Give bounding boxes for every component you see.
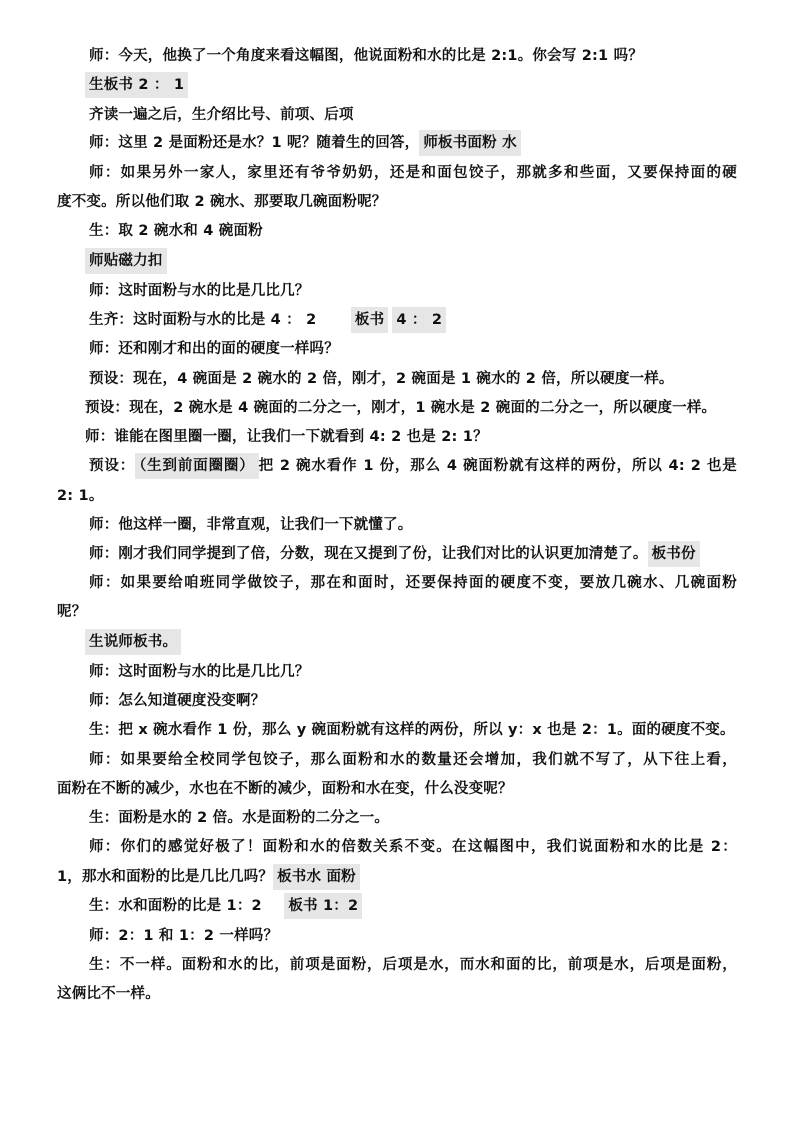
- line-20: 呢？: [57, 604, 87, 620]
- line-14: 师：谁能在图里圈一圈，让我们一下就看到 4: 2 也是 2: 1？: [85, 429, 488, 445]
- board-note-portion: 板书份: [648, 541, 700, 567]
- board-label: 板书: [351, 307, 388, 333]
- line-8: [85, 252, 775, 270]
- board-note-student: 生说师板书。: [85, 629, 181, 655]
- line-18: [89, 545, 779, 563]
- line-11: 师：还和刚才和出的面的硬度一样吗？: [89, 341, 339, 357]
- line-6: 度不变。所以他们取 2 碗水、那要取几碗面粉呢？: [57, 194, 387, 210]
- line-15: [89, 457, 737, 475]
- line-29-text: 1，那水和面粉的比是几比几吗？: [57, 869, 274, 885]
- line-15-text: 把 2 碗水看作 1 份，那么 4 碗面粉就有这样的两份，所以 4: 2 也是: [258, 458, 737, 474]
- line-10-text: 生齐：这时面粉与水的比是 4 ： 2: [89, 312, 317, 328]
- line-9: 师：这时面粉与水的比是几比几？: [89, 283, 310, 299]
- line-24: 生：把 x 碗水看作 1 份，那么 y 碗面粉就有这样的两份，所以 y：x 也是 2：1。面的硬度不变。: [89, 722, 735, 738]
- line-32: 生：不一样。面粉和水的比，前项是面粉，后项是水，而水和面的比，前项是水，后项是面粉，: [89, 957, 737, 973]
- line-31: 师：2：1 和 1：2 一样吗？: [89, 928, 279, 944]
- line-7: 生：取 2 碗水和 4 碗面粉: [89, 223, 263, 239]
- line-18-text: 师：刚才我们同学提到了倍，分数，现在又提到了份，让我们对比的认识更加清楚了。: [89, 546, 648, 562]
- line-29: [57, 868, 747, 886]
- board-note-circle: （生到前面圈圈）: [135, 453, 259, 479]
- line-30: [89, 897, 779, 915]
- line-13: 预设：现在，2 碗水是 4 碗面的二分之一，刚才，1 碗水是 2 碗面的二分之一，所以硬度一样。: [85, 400, 717, 416]
- board-note-flour-water: 师板书面粉 水: [419, 130, 520, 156]
- line-26: 面粉在不断的减少，水也在不断的减少，面粉和水在变，什么没变呢？: [57, 781, 513, 797]
- line-3: 齐读一遍之后，生介绍比号、前项、后项: [89, 107, 354, 123]
- board-note-water-flour: 板书水 面粉: [273, 864, 360, 890]
- line-10: [89, 311, 779, 329]
- line-15-prefix: 预设：: [89, 458, 136, 474]
- line-21: [85, 633, 775, 651]
- line-33: 这俩比不一样。: [57, 986, 160, 1002]
- line-22: 师：这时面粉与水的比是几比几？: [89, 664, 310, 680]
- board-note-1-2: 板书 1：2: [284, 893, 362, 919]
- line-28: 师：你们的感觉好极了！面粉和水的倍数关系不变。在这幅图中，我们说面粉和水的比是 2：: [89, 839, 737, 855]
- board-note-4-2: 4 ： 2: [392, 307, 446, 333]
- line-12: 预设：现在，4 碗面是 2 碗水的 2 倍，刚才，2 碗面是 1 碗水的 2 倍，所以硬度一样。: [89, 371, 674, 387]
- line-2: [85, 76, 775, 94]
- line-4: [89, 134, 779, 152]
- line-30-text: 生：水和面粉的比是 1：2: [89, 898, 262, 914]
- line-17: 师：他这样一圈，非常直观，让我们一下就懂了。: [89, 517, 413, 533]
- line-16: 2: 1。: [57, 488, 104, 504]
- line-1: 师：今天，他换了一个角度来看这幅图，他说面粉和水的比是 2:1。你会写 2:1 吗？: [89, 48, 643, 64]
- line-5: 师：如果另外一家人，家里还有爷爷奶奶，还是和面包饺子，那就多和些面，又要保持面的硬: [89, 165, 737, 181]
- board-note-magnet: 师贴磁力扣: [85, 248, 167, 274]
- line-4-text: 师：这里 2 是面粉还是水？1 呢？随着生的回答，: [89, 135, 420, 151]
- line-23: 师：怎么知道硬度没变啊？: [89, 693, 266, 709]
- line-27: 生：面粉是水的 2 倍。水是面粉的二分之一。: [89, 810, 390, 826]
- line-19: 师：如果要给咱班同学做饺子，那在和面时，还要保持面的硬度不变，要放几碗水、几碗面粉: [89, 575, 737, 591]
- board-note-ratio: 生板书 2 ： 1: [85, 72, 188, 98]
- line-25: 师：如果要给全校同学包饺子，那么面粉和水的数量还会增加，我们就不写了，从下往上看，: [89, 752, 737, 768]
